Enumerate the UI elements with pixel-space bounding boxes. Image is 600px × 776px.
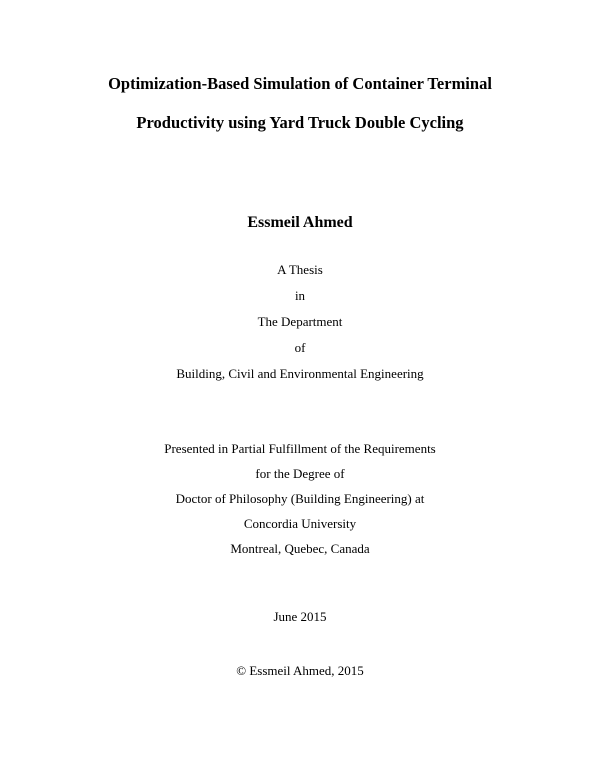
thesis-title-line-2: Productivity using Yard Truck Double Cycling	[136, 113, 464, 132]
thesis-label: A Thesis	[277, 262, 323, 277]
thesis-title-line-1: Optimization-Based Simulation of Container Terminal	[108, 74, 492, 93]
submission-date: June 2015	[273, 609, 327, 624]
copyright-notice: © Essmeil Ahmed, 2015	[236, 663, 364, 678]
degree-name: Doctor of Philosophy (Building Engineering) at	[175, 491, 425, 506]
degree-label: for the Degree of	[255, 466, 345, 481]
university-name: Concordia University	[243, 516, 357, 531]
department-label: The Department	[257, 314, 343, 329]
in-label: in	[294, 288, 306, 303]
fulfillment-statement: Presented in Partial Fulfillment of the Requirements	[164, 441, 436, 456]
university-location: Montreal, Quebec, Canada	[230, 541, 370, 556]
of-label: of	[294, 340, 306, 355]
author-name: Essmeil Ahmed	[247, 214, 353, 231]
department-name: Building, Civil and Environmental Engineering	[176, 366, 424, 381]
